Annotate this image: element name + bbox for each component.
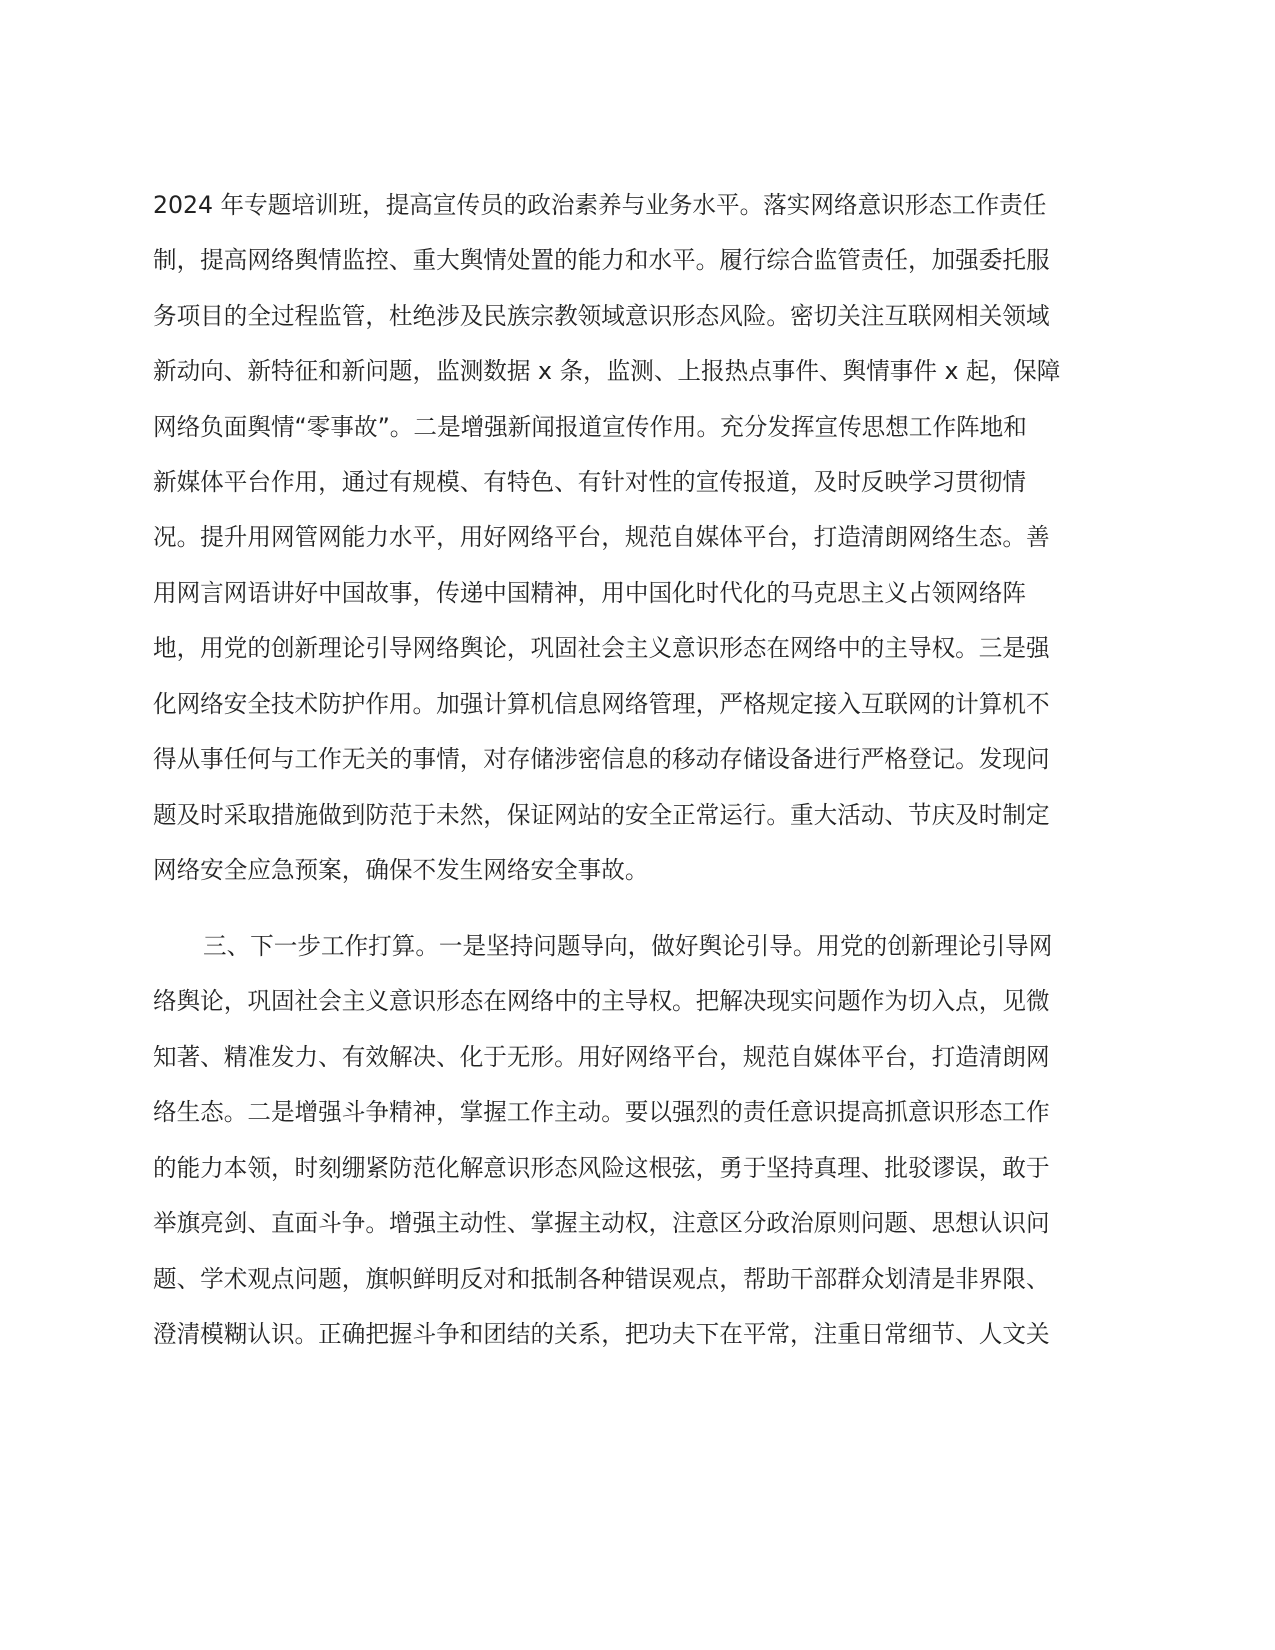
paragraph-heading-line: 三、下一步工作打算。一是坚持问题导向，做好舆论引导。用党的创新理论引导网 xyxy=(203,932,1053,960)
text-line: 的能力本领，时刻绷紧防范化解意识形态风险这根弦，勇于坚持真理、批驳谬误，敢于 xyxy=(153,1154,1050,1182)
text-line: 网络安全应急预案，确保不发生网络安全事故。 xyxy=(153,856,649,884)
text-line: 题及时采取措施做到防范于未然，保证网站的安全正常运行。重大活动、节庆及时制定 xyxy=(153,801,1050,829)
text-line: 新媒体平台作用，通过有规模、有特色、有针对性的宣传报道，及时反映学习贯彻情 xyxy=(153,468,1026,496)
text-line: 澄清模糊认识。正确把握斗争和团结的关系，把功夫下在平常，注重日常细节、人文关 xyxy=(153,1320,1050,1348)
text-line: 题、学术观点问题，旗帜鲜明反对和抵制各种错误观点，帮助干部群众划清是非界限、 xyxy=(153,1265,1050,1293)
text-line: 化网络安全技术防护作用。加强计算机信息网络管理，严格规定接入互联网的计算机不 xyxy=(153,690,1050,718)
text-line: 得从事任何与工作无关的事情，对存储涉密信息的移动存储设备进行严格登记。发现问 xyxy=(153,745,1050,773)
text-line: 络生态。二是增强斗争精神，掌握工作主动。要以强烈的责任意识提高抓意识形态工作 xyxy=(153,1098,1050,1126)
text-line: 新动向、新特征和新问题，监测数据 x 条，监测、上报热点事件、舆情事件 x 起，保障 xyxy=(153,357,1061,385)
text-line: 络舆论，巩固社会主义意识形态在网络中的主导权。把解决现实问题作为切入点，见微 xyxy=(153,987,1050,1015)
text-line: 况。提升用网管网能力水平，用好网络平台，规范自媒体平台，打造清朗网络生态。善 xyxy=(153,523,1050,551)
text-line: 知著、精准发力、有效解决、化于无形。用好网络平台，规范自媒体平台，打造清朗网 xyxy=(153,1043,1050,1071)
text-line: 制，提高网络舆情监控、重大舆情处置的能力和水平。履行综合监管责任，加强委托服 xyxy=(153,246,1050,274)
text-line: 举旗亮剑、直面斗争。增强主动性、掌握主动权，注意区分政治原则问题、思想认识问 xyxy=(153,1209,1050,1237)
text-line: 务项目的全过程监管，杜绝涉及民族宗教领域意识形态风险。密切关注互联网相关领域 xyxy=(153,302,1050,330)
text-line: 网络负面舆情“零事故”。二是增强新闻报道宣传作用。充分发挥宣传思想工作阵地和 xyxy=(153,413,1027,441)
text-line: 地，用党的创新理论引导网络舆论，巩固社会主义意识形态在网络中的主导权。三是强 xyxy=(153,634,1050,662)
text-line: 用网言网语讲好中国故事，传递中国精神，用中国化时代化的马克思主义占领网络阵 xyxy=(153,579,1026,607)
text-line: 2024 年专题培训班，提高宣传员的政治素养与业务水平。落实网络意识形态工作责任 xyxy=(153,191,1047,219)
